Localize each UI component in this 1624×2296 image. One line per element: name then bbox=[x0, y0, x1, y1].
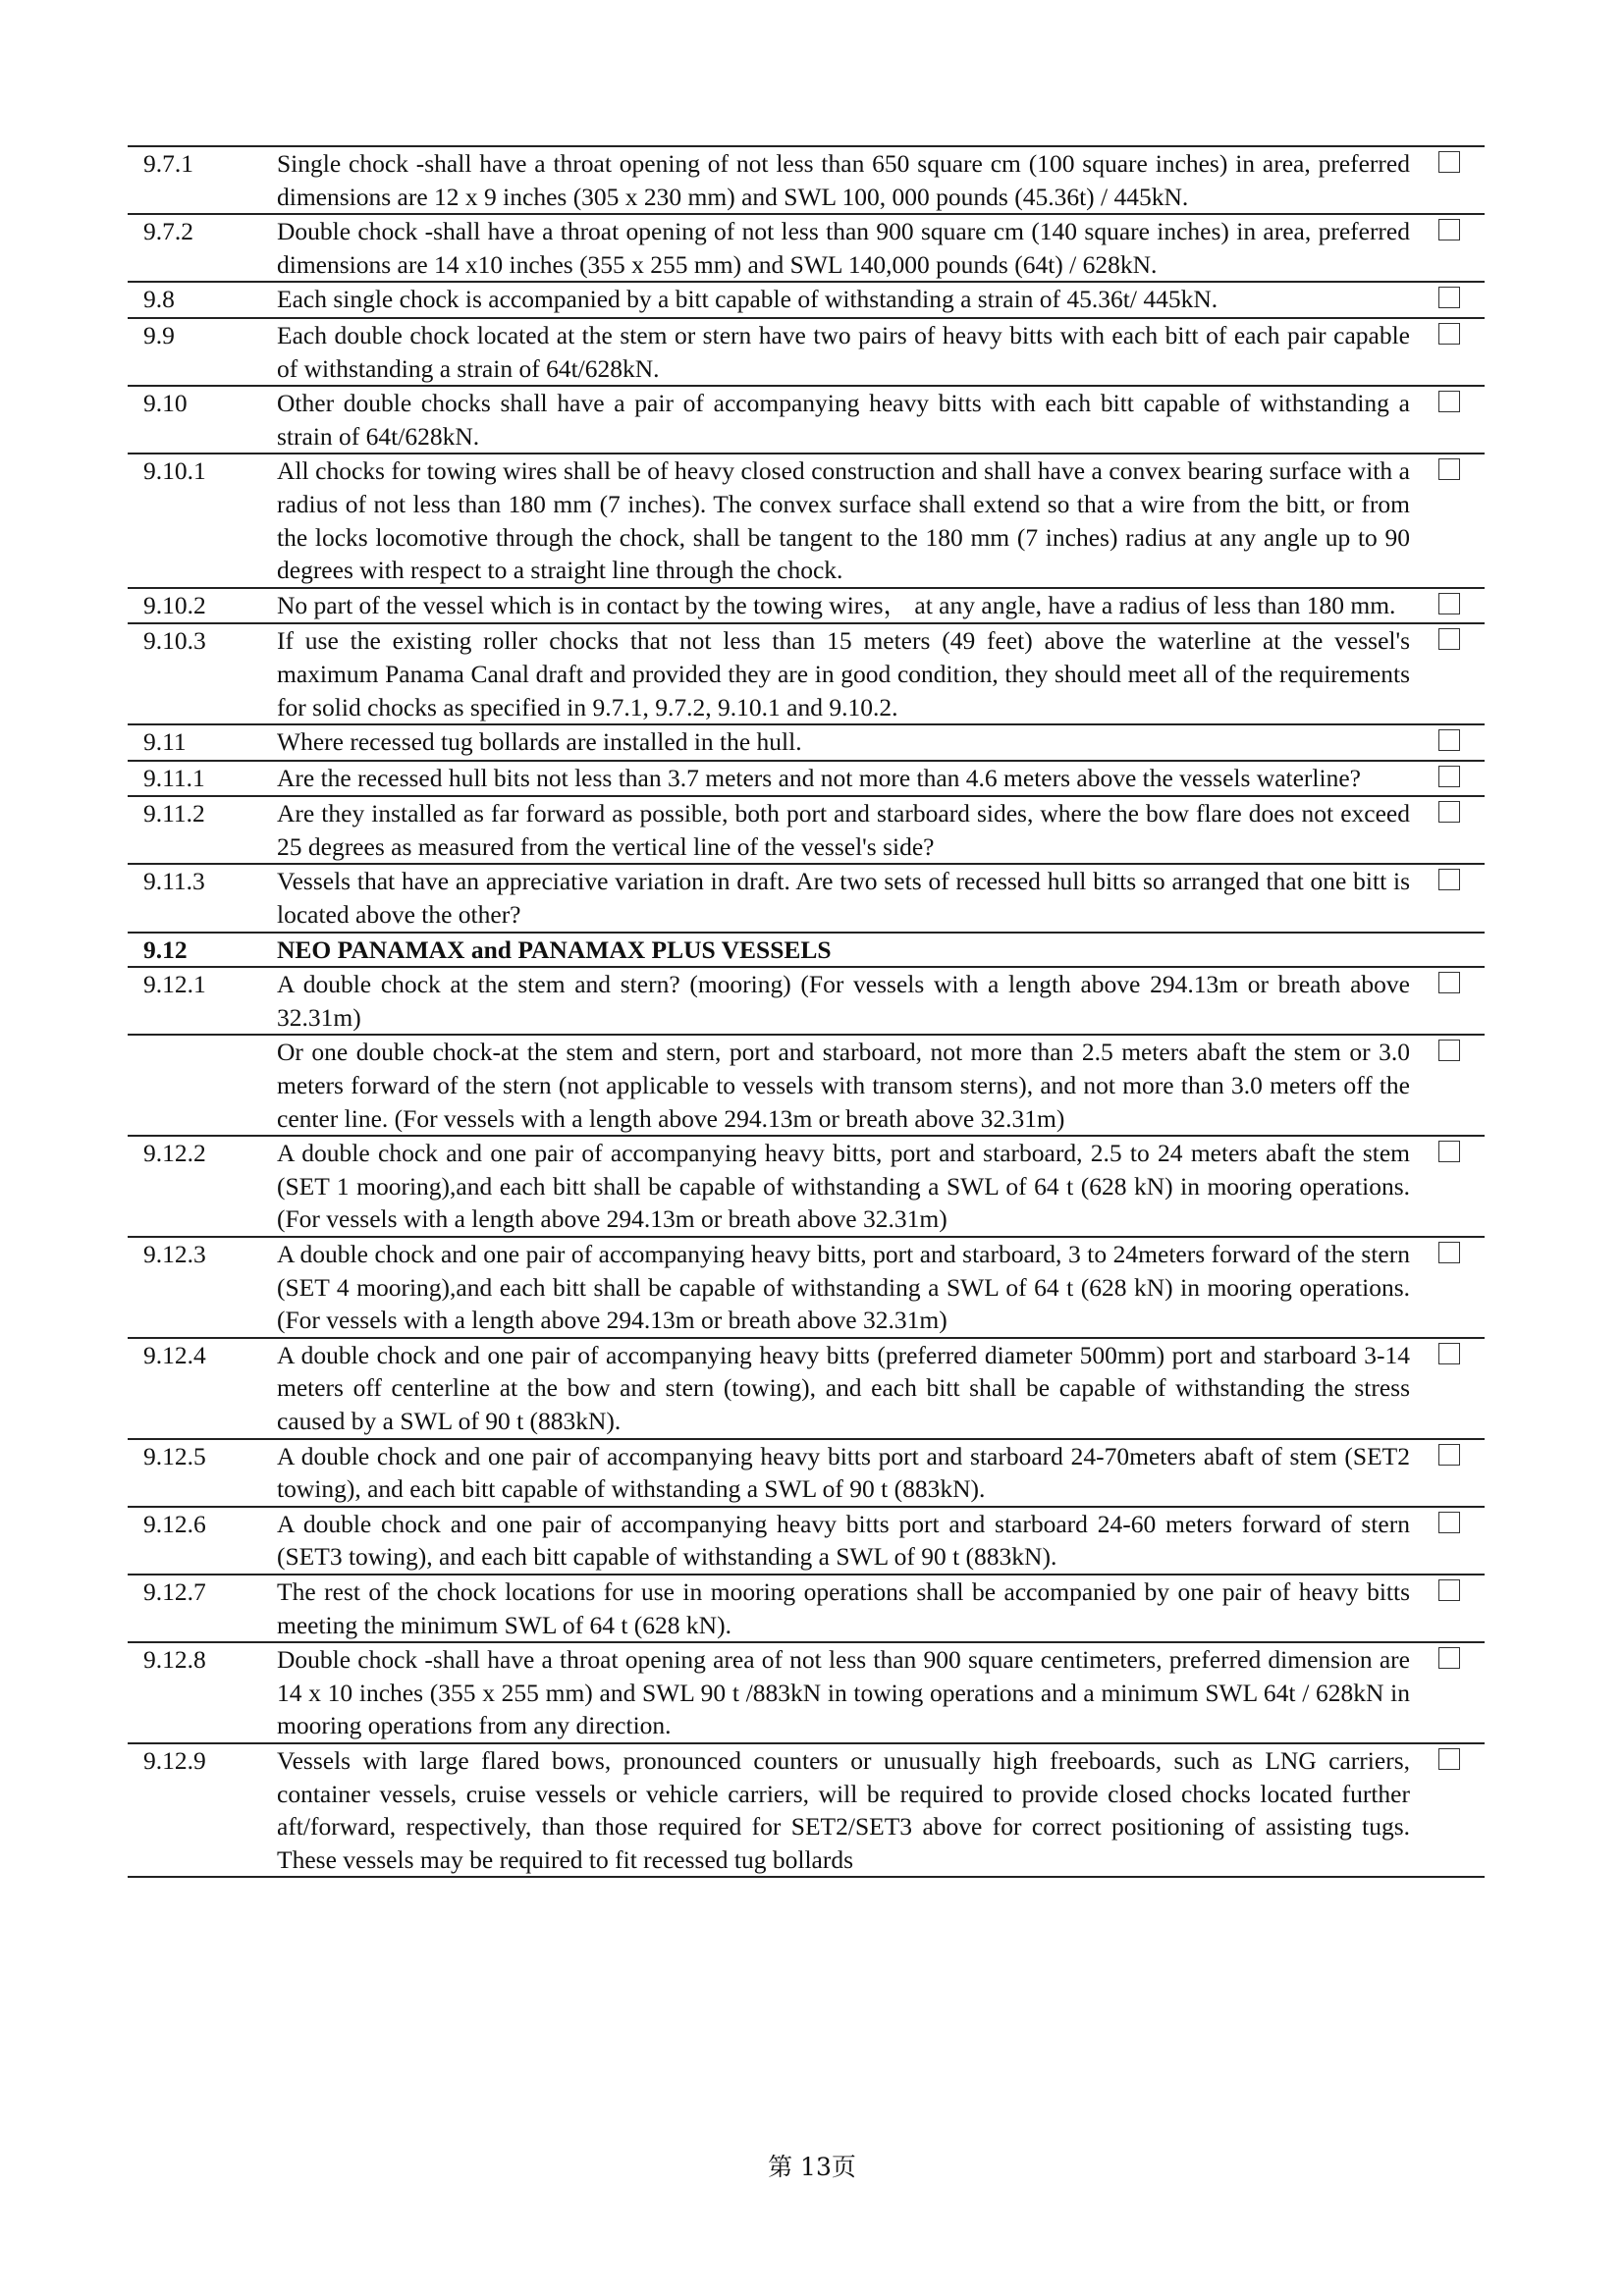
item-number: 9.10 bbox=[128, 386, 277, 454]
checkbox-cell bbox=[1414, 386, 1485, 454]
item-number: 9.12.1 bbox=[128, 967, 277, 1035]
checkbox-cell bbox=[1414, 761, 1485, 797]
checklist-row bbox=[128, 386, 1485, 454]
checklist-row bbox=[128, 454, 1485, 587]
item-text: A double chock and one pair of accompanying heavy bitts port and starboard 24-60 meters forward of stern (SET3 towing), and each bitt capable of withstanding a SWL of 90 t (883kN). bbox=[277, 1507, 1414, 1575]
item-text: Are they installed as far forward as possible, both port and starboard sides, where the bow flare does not exceed 25 degrees as measured from the vertical line of the vessel's side? bbox=[277, 796, 1414, 864]
page-footer bbox=[0, 2148, 1624, 2183]
item-text: A double chock and one pair of accompanying heavy bitts (preferred diameter 500mm) port and starboard 3-14 meters off centerline at the bow and stern (towing), and each bitt shall be capable of withstanding the stress caused by a SWL of 90 t (883kN). bbox=[277, 1338, 1414, 1439]
item-number: 9.9 bbox=[128, 318, 277, 386]
item-number bbox=[128, 1035, 277, 1136]
item-text: All chocks for towing wires shall be of heavy closed construction and shall have a convex bearing surface with a radius of not less than 180 mm (7 inches). The convex surface shall extend so that a wire from the bitt, or from the locks locomotive through the chock, shall be tangent to the 180 mm (7 inches) radius at any angle up to 90 degrees with respect to a straight line through the chock. bbox=[277, 454, 1414, 587]
checkbox[interactable] bbox=[1438, 1748, 1460, 1770]
checkbox[interactable] bbox=[1438, 391, 1460, 412]
checklist-row bbox=[128, 1035, 1485, 1136]
checkbox-cell bbox=[1414, 724, 1485, 761]
item-text: Each single chock is accompanied by a bitt capable of withstanding a strain of 45.36t/ 445kN. bbox=[277, 282, 1414, 318]
checkbox[interactable] bbox=[1438, 1343, 1460, 1364]
checkbox-cell bbox=[1414, 1642, 1485, 1743]
item-text: Where recessed tug bollards are installed in the hull. bbox=[277, 724, 1414, 761]
item-number: 9.12 bbox=[128, 933, 277, 968]
checkbox-cell bbox=[1414, 1136, 1485, 1237]
item-text: Are the recessed hull bits not less than 3.7 meters and not more than 4.6 meters above the vessels waterline? bbox=[277, 761, 1414, 797]
checkbox[interactable] bbox=[1438, 1444, 1460, 1466]
checkbox-cell bbox=[1414, 214, 1485, 282]
item-text: If use the existing roller chocks that not less than 15 meters (49 feet) above the waterline at the vessel's maximum Panama Canal draft and provided they are in good condition, they should meet all of the requirements for solid chocks as specified in 9.7.1, 9.7.2, 9.10.1 and 9.10.2. bbox=[277, 623, 1414, 724]
checkbox[interactable] bbox=[1438, 1647, 1460, 1669]
item-number: 9.11.2 bbox=[128, 796, 277, 864]
item-text: A double chock and one pair of accompanying heavy bitts, port and starboard, 3 to 24meters forward of the stern (SET 4 mooring),and each bitt shall be capable of withstanding a SWL of 64 t (628 kN) in mooring operations. (For vessels with a length above 294.13m or breath above 32.31m) bbox=[277, 1237, 1414, 1338]
checkbox[interactable] bbox=[1438, 729, 1460, 751]
item-text: A double chock and one pair of accompanying heavy bitts, port and starboard, 2.5 to 24 meters abaft the stem (SET 1 mooring),and each bitt shall be capable of withstanding a SWL of 64 t (628 kN) in mooring operations.(For vessels with a length above 294.13m or breath above 32.31m) bbox=[277, 1136, 1414, 1237]
checklist-table bbox=[128, 145, 1485, 1878]
checklist-row bbox=[128, 214, 1485, 282]
checkbox[interactable] bbox=[1438, 458, 1460, 480]
item-number: 9.12.6 bbox=[128, 1507, 277, 1575]
item-number: 9.10.1 bbox=[128, 454, 277, 587]
checkbox-cell bbox=[1414, 1507, 1485, 1575]
item-number: 9.10.2 bbox=[128, 588, 277, 624]
item-text: No part of the vessel which is in contact by the towing wires， at any angle, have a radius of less than 180 mm. bbox=[277, 588, 1414, 624]
item-number: 9.11 bbox=[128, 724, 277, 761]
item-number: 9.12.2 bbox=[128, 1136, 277, 1237]
checklist-row bbox=[128, 864, 1485, 932]
checklist-row bbox=[128, 1575, 1485, 1642]
checklist-row bbox=[128, 282, 1485, 318]
item-number: 9.12.9 bbox=[128, 1743, 277, 1877]
item-text: Double chock -shall have a throat opening of not less than 900 square cm (140 square inches) in area, preferred dimensions are 14 x10 inches (355 x 255 mm) and SWL 140,000 pounds (64t) / 628kN. bbox=[277, 214, 1414, 282]
checkbox-cell bbox=[1414, 588, 1485, 624]
checklist-row bbox=[128, 1743, 1485, 1877]
item-number: 9.11.3 bbox=[128, 864, 277, 932]
checkbox[interactable] bbox=[1438, 1579, 1460, 1601]
checkbox-cell bbox=[1414, 454, 1485, 587]
item-text: Double chock -shall have a throat opening area of not less than 900 square centimeters, preferred dimension are 14 x 10 inches (355 x 255 mm) and SWL 90 t /883kN in towing operations and a minimum SWL 64t / 628kN in mooring operations from any direction. bbox=[277, 1642, 1414, 1743]
item-text: Each double chock located at the stem or stern have two pairs of heavy bitts with each bitt of each pair capable of withstanding a strain of 64t/628kN. bbox=[277, 318, 1414, 386]
checkbox-cell bbox=[1414, 1035, 1485, 1136]
item-text: Vessels that have an appreciative variation in draft. Are two sets of recessed hull bitts so arranged that one bitt is located above the other? bbox=[277, 864, 1414, 932]
checkbox-cell bbox=[1414, 318, 1485, 386]
item-text: A double chock at the stem and stern? (mooring) (For vessels with a length above 294.13m or breath above 32.31m) bbox=[277, 967, 1414, 1035]
checkbox[interactable] bbox=[1438, 287, 1460, 308]
checklist-row bbox=[128, 623, 1485, 724]
checkbox-cell bbox=[1414, 146, 1485, 214]
checkbox-cell bbox=[1414, 933, 1485, 968]
checklist-rows bbox=[128, 146, 1485, 1877]
checkbox[interactable] bbox=[1438, 869, 1460, 890]
item-number: 9.12.4 bbox=[128, 1338, 277, 1439]
checkbox-cell bbox=[1414, 967, 1485, 1035]
item-text: A double chock and one pair of accompanying heavy bitts port and starboard 24-70meters abaft of stem (SET2 towing), and each bitt capable of withstanding a SWL of 90 t (883kN). bbox=[277, 1439, 1414, 1507]
checkbox[interactable] bbox=[1438, 1141, 1460, 1162]
checkbox[interactable] bbox=[1438, 628, 1460, 650]
checklist-row bbox=[128, 1507, 1485, 1575]
item-number: 9.12.5 bbox=[128, 1439, 277, 1507]
section-heading-row bbox=[128, 933, 1485, 968]
checkbox[interactable] bbox=[1438, 219, 1460, 240]
item-number: 9.12.8 bbox=[128, 1642, 277, 1743]
checklist-row bbox=[128, 1237, 1485, 1338]
checkbox[interactable] bbox=[1438, 1242, 1460, 1263]
item-text: Or one double chock-at the stem and stern, port and starboard, not more than 2.5 meters abaft the stem or 3.0 meters forward of the stern (not applicable to vessels with transom sterns), and not more than 3.0 meters off the center line. (For vessels with a length above 294.13m or breath above 32.31m) bbox=[277, 1035, 1414, 1136]
checkbox-cell bbox=[1414, 282, 1485, 318]
checklist-row bbox=[128, 146, 1485, 214]
page-number: 第 13页 bbox=[768, 2153, 856, 2181]
checklist-row bbox=[128, 318, 1485, 386]
checkbox-cell bbox=[1414, 1237, 1485, 1338]
item-number: 9.11.1 bbox=[128, 761, 277, 797]
checkbox[interactable] bbox=[1438, 1040, 1460, 1061]
item-number: 9.10.3 bbox=[128, 623, 277, 724]
checkbox[interactable] bbox=[1438, 972, 1460, 993]
checklist-row bbox=[128, 796, 1485, 864]
checklist-row bbox=[128, 1338, 1485, 1439]
checkbox-cell bbox=[1414, 623, 1485, 724]
checkbox-cell bbox=[1414, 1575, 1485, 1642]
item-text: Vessels with large flared bows, pronounced counters or unusually high freeboards, such as LNG carriers, container vessels, cruise vessels or vehicle carriers, will be required to provide closed chocks located further aft/forward, respectively, than those required for SET2/SET3 above for correct positioning of assisting tugs. These vessels may be required to fit recessed tug bollards bbox=[277, 1743, 1414, 1877]
checkbox-cell bbox=[1414, 1743, 1485, 1877]
checklist-row bbox=[128, 1642, 1485, 1743]
checklist-row bbox=[128, 761, 1485, 797]
checklist-row bbox=[128, 1136, 1485, 1237]
checklist-row bbox=[128, 724, 1485, 761]
checklist-row bbox=[128, 588, 1485, 624]
item-number: 9.12.3 bbox=[128, 1237, 277, 1338]
item-number: 9.12.7 bbox=[128, 1575, 277, 1642]
checkbox-cell bbox=[1414, 1439, 1485, 1507]
checkbox[interactable] bbox=[1438, 801, 1460, 823]
item-number: 9.7.1 bbox=[128, 146, 277, 214]
section-heading: NEO PANAMAX and PANAMAX PLUS VESSELS bbox=[277, 933, 1414, 968]
checkbox-cell bbox=[1414, 1338, 1485, 1439]
checkbox[interactable] bbox=[1438, 593, 1460, 614]
checkbox-cell bbox=[1414, 796, 1485, 864]
checkbox[interactable] bbox=[1438, 766, 1460, 787]
checkbox[interactable] bbox=[1438, 323, 1460, 345]
checklist-row bbox=[128, 967, 1485, 1035]
item-number: 9.7.2 bbox=[128, 214, 277, 282]
item-text: The rest of the chock locations for use in mooring operations shall be accompanied by one pair of heavy bitts meeting the minimum SWL of 64 t (628 kN). bbox=[277, 1575, 1414, 1642]
item-number: 9.8 bbox=[128, 282, 277, 318]
checkbox[interactable] bbox=[1438, 1512, 1460, 1533]
checkbox[interactable] bbox=[1438, 151, 1460, 173]
checklist-row bbox=[128, 1439, 1485, 1507]
item-text: Single chock -shall have a throat opening of not less than 650 square cm (100 square inches) in area, preferred dimensions are 12 x 9 inches (305 x 230 mm) and SWL 100, 000 pounds (45.36t) / 445kN. bbox=[277, 146, 1414, 214]
checkbox-cell bbox=[1414, 864, 1485, 932]
item-text: Other double chocks shall have a pair of accompanying heavy bitts with each bitt capable of withstanding a strain of 64t/628kN. bbox=[277, 386, 1414, 454]
